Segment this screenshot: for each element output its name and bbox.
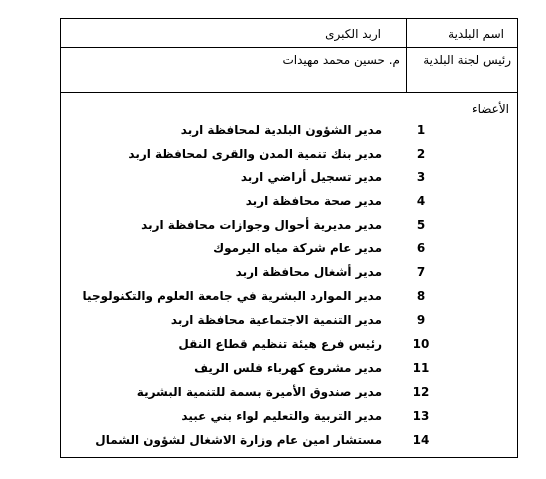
member-number: 7 [416, 265, 426, 279]
member-number: 14 [412, 433, 430, 447]
member-number: 1 [416, 123, 426, 137]
member-title: مدير أشغال محافظة اربد [235, 265, 382, 279]
committee-head-value: م. حسين محمد مهيدات [282, 53, 400, 67]
row-divider [61, 92, 517, 93]
member-number: 3 [416, 170, 426, 184]
member-title: مدير بنك تنمية المدن والقرى لمحافظة اربد [128, 147, 382, 161]
column-divider [406, 19, 407, 93]
member-number: 4 [416, 194, 426, 208]
member-number: 13 [412, 409, 430, 423]
member-title: مستشار امين عام وزارة الاشغال لشؤون الشمال [95, 433, 382, 447]
member-number: 2 [416, 147, 426, 161]
member-title: مدير التنمية الاجتماعية محافظة اربد [170, 313, 382, 327]
committee-head-label: رئيس لجنة البلدية [423, 53, 511, 67]
member-title: مدير التربية والتعليم لواء بني عبيد [181, 409, 382, 423]
member-title: مدير الشؤون البلدية لمحافظة اربد [180, 123, 382, 137]
member-title: مدير عام شركة مياه اليرموك [213, 241, 382, 255]
municipality-value: اربد الكبرى [325, 27, 381, 41]
municipality-label: اسم البلدية [448, 27, 504, 41]
member-title: مدير تسجيل أراضي اربد [240, 170, 382, 184]
member-title: مدير مديرية أحوال وجوازات محافظة اربد [141, 218, 382, 232]
member-number: 10 [412, 337, 430, 351]
municipal-committee-table [60, 18, 518, 458]
members-label: الأعضاء [471, 102, 509, 116]
member-number: 12 [412, 385, 430, 399]
member-number: 9 [416, 313, 426, 327]
member-number: 8 [416, 289, 426, 303]
member-title: مدير مشروع كهرباء فلس الريف [194, 361, 382, 375]
member-title: مدير الموارد البشرية في جامعة العلوم والتكنولوجيا [82, 289, 382, 303]
member-number: 6 [416, 241, 426, 255]
member-title: مدير صندوق الأميرة بسمة للتنمية البشرية [136, 385, 382, 399]
row-divider [61, 47, 517, 48]
member-number: 5 [416, 218, 426, 232]
member-title: رئيس فرع هيئة تنظيم قطاع النقل [178, 337, 382, 351]
member-title: مدير صحة محافظة اربد [245, 194, 382, 208]
member-number: 11 [412, 361, 430, 375]
